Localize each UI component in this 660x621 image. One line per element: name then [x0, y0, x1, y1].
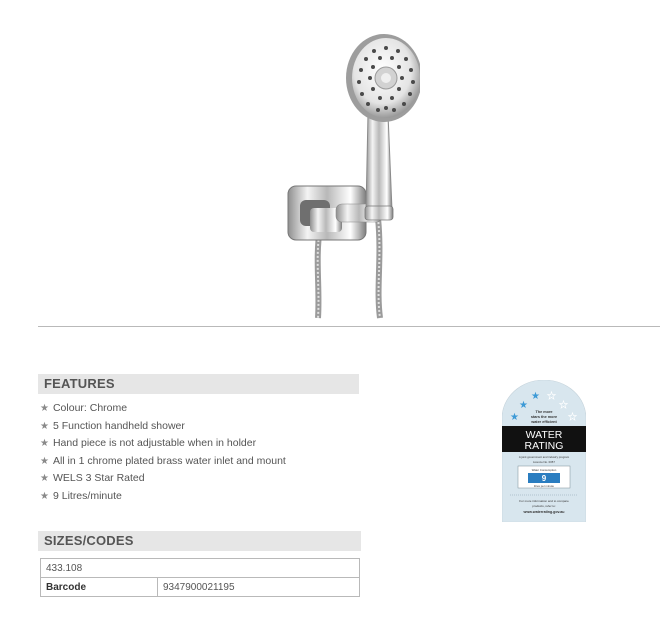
list-item: ★ Hand piece is not adjustable when in holder — [40, 437, 257, 450]
rating-title-2: RATING — [524, 440, 564, 452]
features-list — [40, 400, 286, 506]
sizes-codes-heading: SIZES/CODES — [38, 531, 361, 551]
list-item: ★ 9 Litres/minute — [40, 489, 122, 502]
rating-title-1: WATER — [525, 429, 563, 441]
star-icon: ★ — [40, 403, 49, 414]
list-item: ★ Colour: Chrome — [40, 402, 128, 414]
star-icon: ★ — [531, 391, 540, 402]
product-code: 433.108 — [41, 559, 360, 578]
more-info-2: products, refer to: — [532, 504, 556, 508]
star-icon: ★ — [547, 391, 556, 402]
star-icon: ★ — [519, 400, 528, 411]
sizes-codes-table — [40, 558, 360, 597]
tagline-1: The more — [535, 410, 553, 414]
star-icon: ★ — [40, 455, 49, 467]
star-icon: ★ — [40, 490, 49, 502]
star-icon: ★ — [40, 473, 49, 485]
licence-text: Licence No. 0057 — [533, 460, 555, 464]
star-icon: ★ — [40, 420, 49, 432]
section-divider — [38, 326, 660, 327]
list-item: ★ WELS 3 Star Rated — [40, 472, 145, 485]
consumption-label: Water Consumption — [531, 468, 557, 472]
more-info-1: For more information and to compare — [519, 499, 569, 503]
features-heading: FEATURES — [38, 374, 359, 394]
star-icon: ★ — [559, 400, 568, 411]
program-text: A joint government and industry program — [518, 455, 570, 459]
table-row — [41, 578, 360, 597]
tagline-2: stars the more — [530, 415, 558, 419]
product-image — [270, 28, 420, 320]
star-icon: ★ — [510, 412, 519, 423]
tagline-3: water efficient — [531, 420, 557, 424]
barcode-value: 9347900021195 — [158, 578, 360, 597]
water-rating-label — [502, 380, 586, 522]
list-item: ★ All in 1 chrome plated brass water inlet and mount — [40, 454, 286, 467]
table-row — [41, 559, 360, 578]
barcode-label: Barcode — [41, 578, 158, 597]
star-icon: ★ — [568, 412, 577, 423]
rating-website: www.waterrating.gov.au — [523, 510, 565, 514]
star-icon: ★ — [40, 438, 49, 450]
consumption-unit: litres per minute — [534, 484, 554, 488]
list-item: ★ 5 Function handheld shower — [40, 419, 185, 432]
consumption-value: 9 — [541, 474, 547, 483]
